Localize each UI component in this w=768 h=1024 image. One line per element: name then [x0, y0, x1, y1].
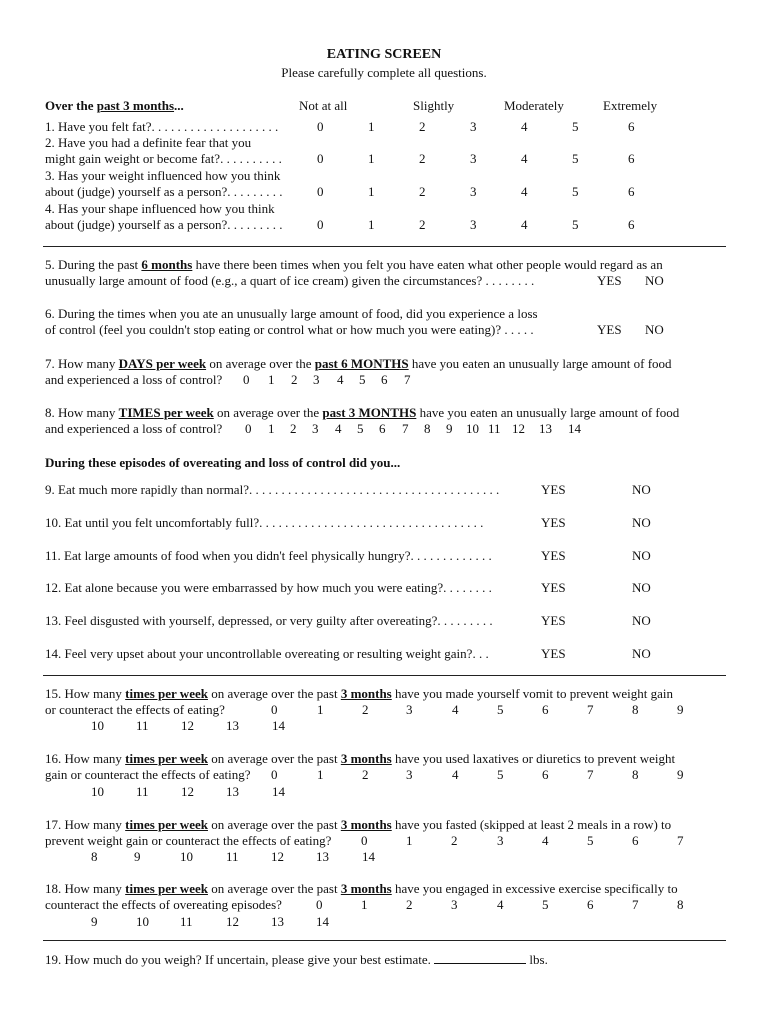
q16-option[interactable]: 0	[271, 767, 278, 782]
q17-underline-1: times per week	[125, 817, 208, 832]
q8-option[interactable]: 0	[245, 421, 252, 436]
q4-scale-option[interactable]: 3	[470, 217, 477, 232]
q19-unit: lbs.	[529, 952, 548, 967]
episodes-heading: During these episodes of overeating and loss of control did you...	[45, 455, 401, 470]
q3-line2: about (judge) yourself as a person?. . . . . . . . .	[45, 184, 283, 199]
q17-option[interactable]: 7	[677, 833, 684, 848]
q7-underline-1: DAYS per week	[118, 356, 207, 371]
q15-option[interactable]: 0	[271, 702, 278, 717]
q18-option[interactable]: 6	[587, 897, 594, 912]
q16-option[interactable]: 8	[632, 767, 639, 782]
q18-option[interactable]: 7	[632, 897, 639, 912]
episode-14-no[interactable]: NO	[632, 646, 651, 661]
q16-option[interactable]: 10	[91, 784, 104, 799]
q16-line1	[45, 751, 675, 767]
q4-line2: about (judge) yourself as a person?. . . . . . . . .	[45, 217, 283, 232]
q8-text-c: have you eaten an unusually large amount of food	[416, 405, 680, 420]
q5-text-b: have there been times when you felt you have eaten what other people would regard as an	[192, 257, 663, 272]
q15-underline-1: times per week	[125, 686, 208, 701]
q15-option[interactable]: 8	[632, 702, 639, 717]
q8-option[interactable]: 2	[290, 421, 297, 436]
q8-option[interactable]: 12	[512, 421, 525, 436]
q16-option[interactable]: 13	[226, 784, 239, 799]
q18-underline-2: 3 months	[340, 881, 392, 896]
q7-text-c: have you eaten an unusually large amount of food	[408, 356, 672, 371]
q7-option[interactable]: 6	[381, 372, 388, 387]
q8-underline-1: TIMES per week	[118, 405, 214, 420]
q7-line1	[45, 356, 672, 372]
q2-scale-option[interactable]: 6	[628, 151, 635, 166]
q18-option[interactable]: 9	[91, 914, 98, 929]
q16-text-a: 16. How many	[45, 751, 126, 766]
episode-question-9: 9. Eat much more rapidly than normal?. . . . . . . . . . . . . . . . . . . . . . . . . . . . . . . . . . . . . . .	[45, 482, 500, 497]
episode-9-no[interactable]: NO	[632, 482, 651, 497]
q15-underline-2: 3 months	[340, 686, 392, 701]
q17-option[interactable]: 8	[91, 849, 98, 864]
q15-option[interactable]: 10	[91, 718, 104, 733]
q18-option[interactable]: 8	[677, 897, 684, 912]
q2-scale-option[interactable]: 2	[419, 151, 426, 166]
q1-scale-option[interactable]: 5	[572, 119, 579, 134]
q4-scale-option[interactable]: 2	[419, 217, 426, 232]
q3-scale-option[interactable]: 3	[470, 184, 477, 199]
q1-line1: 1. Have you felt fat?. . . . . . . . . . . . . . . . . . . .	[45, 119, 279, 134]
q7-option[interactable]: 4	[337, 372, 344, 387]
section1-lead-underline: past 3 months	[96, 98, 175, 113]
q4-scale-option[interactable]: 4	[521, 217, 528, 232]
q16-option[interactable]: 14	[272, 784, 285, 799]
q16-underline-2: 3 months	[340, 751, 392, 766]
q8-text-b: on average over the	[213, 405, 323, 420]
q8-option[interactable]: 9	[446, 421, 453, 436]
scale-label-moderately: Moderately	[504, 98, 564, 113]
q16-underline-1: times per week	[125, 751, 208, 766]
q17-option[interactable]: 9	[134, 849, 141, 864]
q17-text-a: 17. How many	[45, 817, 126, 832]
q17-option[interactable]: 0	[361, 833, 368, 848]
q1-scale-option[interactable]: 4	[521, 119, 528, 134]
q5-no[interactable]: NO	[645, 273, 664, 288]
episode-10-no[interactable]: NO	[632, 515, 651, 530]
q15-option[interactable]: 9	[677, 702, 684, 717]
q15-option[interactable]: 1	[317, 702, 324, 717]
q16-option[interactable]: 3	[406, 767, 413, 782]
episode-13-no[interactable]: NO	[632, 613, 651, 628]
q3-scale-option[interactable]: 4	[521, 184, 528, 199]
q16-text-b: on average over the past	[207, 751, 341, 766]
q8-text-a: 8. How many	[45, 405, 119, 420]
q8-option[interactable]: 14	[568, 421, 581, 436]
q8-underline-2: past 3 MONTHS	[322, 405, 417, 420]
episode-question-14: 14. Feel very upset about your uncontrollable overeating or resulting weight gain?. . .	[45, 646, 489, 661]
episode-question-10: 10. Eat until you felt uncomfortably full?. . . . . . . . . . . . . . . . . . . . . . . . . . . . . . . . . . .	[45, 515, 484, 530]
q18-option[interactable]: 13	[271, 914, 284, 929]
q17-option[interactable]: 4	[542, 833, 549, 848]
q17-text-b: on average over the past	[207, 817, 341, 832]
divider-2	[43, 675, 726, 676]
q16-text-c: have you used laxatives or diuretics to prevent weight	[391, 751, 676, 766]
q18-option[interactable]: 0	[316, 897, 323, 912]
q7-option[interactable]: 0	[243, 372, 250, 387]
q17-option[interactable]: 6	[632, 833, 639, 848]
q4-line1: 4. Has your shape influenced how you think	[45, 201, 275, 216]
episode-10-yes[interactable]: YES	[541, 515, 566, 530]
q18-option[interactable]: 4	[497, 897, 504, 912]
q15-option[interactable]: 3	[406, 702, 413, 717]
q5-underline: 6 months	[141, 257, 193, 272]
q2-scale-option[interactable]: 3	[470, 151, 477, 166]
episode-14-yes[interactable]: YES	[541, 646, 566, 661]
q1-scale-option[interactable]: 1	[368, 119, 375, 134]
q17-option[interactable]: 11	[226, 849, 239, 864]
q15-option[interactable]: 7	[587, 702, 594, 717]
q2-line2: might gain weight or become fat?. . . . . . . . . .	[45, 151, 282, 166]
episode-11-yes[interactable]: YES	[541, 548, 566, 563]
q1-scale-option[interactable]: 2	[419, 119, 426, 134]
q8-option[interactable]: 10	[466, 421, 479, 436]
q16-option[interactable]: 12	[181, 784, 194, 799]
scale-label-extremely: Extremely	[603, 98, 658, 113]
q4-scale-option[interactable]: 0	[317, 217, 324, 232]
episode-question-11: 11. Eat large amounts of food when you didn't feel physically hungry?. . . . . . . . . . . . .	[45, 548, 492, 563]
q19-line	[45, 951, 548, 968]
q18-option[interactable]: 11	[180, 914, 193, 929]
q3-scale-option[interactable]: 5	[572, 184, 579, 199]
q15-option[interactable]: 11	[136, 718, 149, 733]
q16-option[interactable]: 6	[542, 767, 549, 782]
q18-text-c: have you engaged in excessive exercise specifically to	[391, 881, 678, 896]
q18-option[interactable]: 10	[136, 914, 149, 929]
q4-scale-option[interactable]: 5	[572, 217, 579, 232]
q8-line2: and experienced a loss of control?	[45, 421, 223, 436]
q4-scale-option[interactable]: 1	[368, 217, 375, 232]
q3-scale-option[interactable]: 1	[368, 184, 375, 199]
q8-option[interactable]: 11	[488, 421, 501, 436]
q5-line1	[45, 257, 663, 273]
q18-option[interactable]: 2	[406, 897, 413, 912]
q2-line1: 2. Have you had a definite fear that you	[45, 135, 252, 150]
q17-option[interactable]: 13	[316, 849, 329, 864]
q18-underline-1: times per week	[125, 881, 208, 896]
q1-scale-option[interactable]: 0	[317, 119, 324, 134]
q8-option[interactable]: 5	[357, 421, 364, 436]
q2-scale-option[interactable]: 0	[317, 151, 324, 166]
q3-scale-option[interactable]: 0	[317, 184, 324, 199]
q8-option[interactable]: 1	[268, 421, 275, 436]
q18-text-b: on average over the past	[207, 881, 341, 896]
section1-lead-prefix: Over the	[45, 98, 97, 113]
q1-scale-option[interactable]: 3	[470, 119, 477, 134]
q3-scale-option[interactable]: 2	[419, 184, 426, 199]
q15-option[interactable]: 12	[181, 718, 194, 733]
q18-option[interactable]: 3	[451, 897, 458, 912]
q19-weight-blank[interactable]	[434, 951, 526, 964]
q4-scale-option[interactable]: 6	[628, 217, 635, 232]
q7-option[interactable]: 2	[291, 372, 298, 387]
q8-option[interactable]: 6	[379, 421, 386, 436]
section1-lead-suffix: ...	[174, 98, 184, 113]
q8-option[interactable]: 3	[312, 421, 319, 436]
q16-option[interactable]: 2	[362, 767, 369, 782]
q17-option[interactable]: 1	[406, 833, 413, 848]
q7-line2: and experienced a loss of control?	[45, 372, 223, 387]
q15-text-b: on average over the past	[207, 686, 341, 701]
q6-no[interactable]: NO	[645, 322, 664, 337]
q17-option[interactable]: 12	[271, 849, 284, 864]
q17-line1	[45, 817, 671, 833]
q7-option[interactable]: 1	[268, 372, 275, 387]
q6-line1: 6. During the times when you ate an unusually large amount of food, did you experience a loss	[45, 306, 538, 321]
q15-option[interactable]: 14	[272, 718, 285, 733]
q17-line2: prevent weight gain or counteract the effects of eating?	[45, 833, 332, 848]
q15-line1	[45, 686, 673, 702]
episode-12-yes[interactable]: YES	[541, 580, 566, 595]
q18-line2: counteract the effects of overeating episodes?	[45, 897, 282, 912]
q16-option[interactable]: 9	[677, 767, 684, 782]
episode-11-no[interactable]: NO	[632, 548, 651, 563]
scale-label-slightly: Slightly	[413, 98, 455, 113]
divider-3	[43, 940, 726, 941]
q8-line1	[45, 405, 679, 421]
q16-option[interactable]: 7	[587, 767, 594, 782]
scale-label-not-at-all: Not at all	[299, 98, 348, 113]
q7-text-a: 7. How many	[45, 356, 119, 371]
q7-option[interactable]: 3	[313, 372, 320, 387]
q15-option[interactable]: 5	[497, 702, 504, 717]
q5-text-a: 5. During the past	[45, 257, 142, 272]
q6-line2: of control (feel you couldn't stop eating or control what or how much you were eating)? . . . . .	[45, 322, 534, 337]
q5-line2: unusually large amount of food (e.g., a quart of ice cream) given the circumstances? . . . . . . . .	[45, 273, 535, 288]
q15-option[interactable]: 6	[542, 702, 549, 717]
q15-option[interactable]: 13	[226, 718, 239, 733]
page-subtitle: Please carefully complete all questions.	[281, 65, 487, 80]
episode-13-yes[interactable]: YES	[541, 613, 566, 628]
page-title: EATING SCREEN	[326, 47, 442, 62]
q7-text-b: on average over the	[206, 356, 315, 371]
q16-option[interactable]: 4	[452, 767, 459, 782]
q15-line2: or counteract the effects of eating?	[45, 702, 225, 717]
q8-option[interactable]: 7	[402, 421, 409, 436]
episode-question-12: 12. Eat alone because you were embarrassed by how much you were eating?. . . . . . . .	[45, 580, 492, 595]
episode-question-13: 13. Feel disgusted with yourself, depressed, or very guilty after overeating?. . . . . . . . .	[45, 613, 493, 628]
q17-option[interactable]: 14	[362, 849, 375, 864]
q16-option[interactable]: 1	[317, 767, 324, 782]
divider-1	[43, 246, 726, 247]
q18-option[interactable]: 14	[316, 914, 329, 929]
q1-scale-option[interactable]: 6	[628, 119, 635, 134]
episode-9-yes[interactable]: YES	[541, 482, 566, 497]
q17-underline-2: 3 months	[340, 817, 392, 832]
q17-option[interactable]: 3	[497, 833, 504, 848]
q18-option[interactable]: 5	[542, 897, 549, 912]
q6-yes[interactable]: YES	[597, 322, 622, 337]
q16-option[interactable]: 5	[497, 767, 504, 782]
q15-text-c: have you made yourself vomit to prevent weight gain	[391, 686, 673, 701]
q17-option[interactable]: 5	[587, 833, 594, 848]
q16-line2: gain or counteract the effects of eating?	[45, 767, 251, 782]
q2-scale-option[interactable]: 5	[572, 151, 579, 166]
q17-option[interactable]: 2	[451, 833, 458, 848]
q5-yes[interactable]: YES	[597, 273, 622, 288]
q15-text-a: 15. How many	[45, 686, 126, 701]
q7-option[interactable]: 5	[359, 372, 366, 387]
q18-line1	[45, 881, 678, 897]
q3-line1: 3. Has your weight influenced how you think	[45, 168, 281, 183]
q2-scale-option[interactable]: 4	[521, 151, 528, 166]
q15-option[interactable]: 2	[362, 702, 369, 717]
section1-lead	[45, 98, 184, 114]
q2-scale-option[interactable]: 1	[368, 151, 375, 166]
q3-scale-option[interactable]: 6	[628, 184, 635, 199]
q18-text-a: 18. How many	[45, 881, 126, 896]
q18-option[interactable]: 1	[361, 897, 368, 912]
q19-text: 19. How much do you weigh? If uncertain, please give your best estimate.	[45, 952, 431, 967]
q8-option[interactable]: 13	[539, 421, 552, 436]
episode-12-no[interactable]: NO	[632, 580, 651, 595]
q7-option[interactable]: 7	[404, 372, 411, 387]
q16-option[interactable]: 11	[136, 784, 149, 799]
q8-option[interactable]: 8	[424, 421, 431, 436]
q17-option[interactable]: 10	[180, 849, 193, 864]
q15-option[interactable]: 4	[452, 702, 459, 717]
q8-option[interactable]: 4	[335, 421, 342, 436]
q17-text-c: have you fasted (skipped at least 2 meals in a row) to	[391, 817, 672, 832]
q18-option[interactable]: 12	[226, 914, 239, 929]
q7-underline-2: past 6 MONTHS	[314, 356, 409, 371]
